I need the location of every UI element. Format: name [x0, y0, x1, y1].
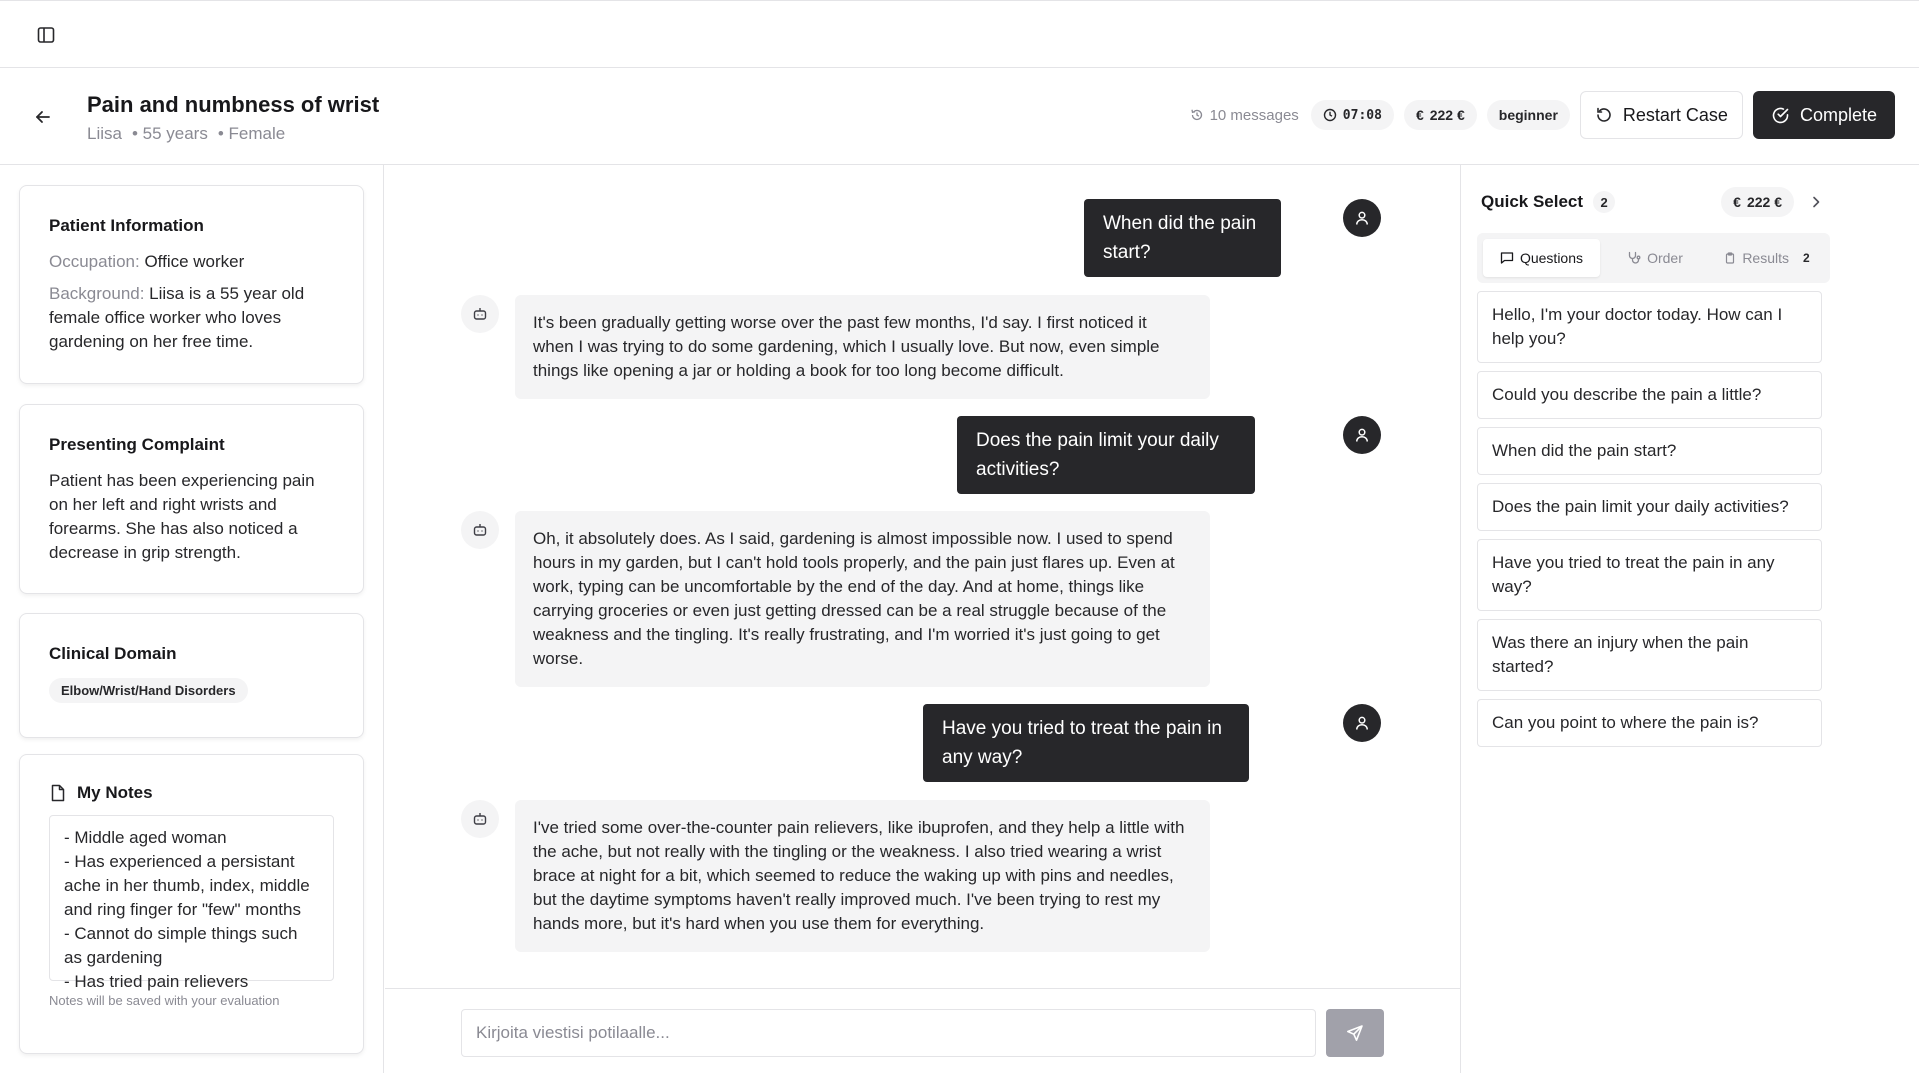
quick-question-item[interactable]: Was there an injury when the pain started?	[1477, 619, 1822, 691]
patient-message-bubble: I've tried some over-the-counter pain relievers, like ibuprofen, and they help a little with the ache, but not really with the tingling or the weakness. I also tried wearing a wrist brace at night for a bit, which seemed to reduce the waking up with pins and needles, but the daytime symptoms haven't really improved much. I've been trying to rest my hands more, but it's hard when you use them for everything.	[515, 800, 1210, 952]
quick-question-item[interactable]: Hello, I'm your doctor today. How can I help you?	[1477, 291, 1822, 363]
quick-question-item[interactable]: Have you tried to treat the pain in any way?	[1477, 539, 1822, 611]
header-actions	[1190, 91, 1895, 139]
my-notes-header	[49, 783, 334, 803]
cost-badge	[1404, 100, 1477, 130]
patient-meta	[87, 124, 285, 144]
quick-question-item[interactable]: Can you point to where the pain is?	[1477, 699, 1822, 747]
background-row	[49, 282, 334, 354]
user-message-bubble: Have you tried to treat the pain in any way?	[923, 704, 1249, 782]
top-bar	[0, 0, 1919, 68]
euro-icon: €	[1415, 107, 1424, 123]
my-notes-heading: My Notes	[77, 783, 153, 802]
tab-questions-label: Questions	[1519, 250, 1584, 266]
user-message	[1084, 199, 1281, 277]
occupation-row	[49, 250, 334, 274]
message-square-icon	[1500, 251, 1514, 265]
back-arrow-icon[interactable]	[30, 104, 56, 130]
patient-name: Liisa	[87, 124, 122, 143]
level-badge: beginner	[1487, 100, 1570, 130]
background-value: Liisa is a 55 year old female office worker who loves gardening on her free time.	[49, 284, 305, 351]
patient-information-heading: Patient Information	[49, 216, 204, 235]
presenting-complaint-text: Patient has been experiencing pain on her left and right wrists and forearms. She has also noticed a decrease in grip strength.	[49, 471, 315, 562]
chat-input-bar	[385, 988, 1460, 1073]
timer-value: 07:08	[1342, 107, 1382, 123]
case-header	[0, 68, 1919, 165]
presenting-complaint-heading: Presenting Complaint	[49, 435, 225, 454]
restart-case-label: Restart Case	[1622, 104, 1728, 125]
clock-icon	[1323, 108, 1337, 122]
quick-select-cost-value: 222 €	[1746, 194, 1782, 210]
message-count	[1190, 107, 1299, 124]
complete-button[interactable]	[1753, 91, 1895, 139]
my-notes-card	[19, 754, 364, 1054]
user-message	[923, 704, 1249, 782]
chat-area	[385, 165, 1460, 988]
quick-question-list	[1477, 291, 1822, 747]
tab-questions[interactable]	[1483, 239, 1600, 277]
send-icon	[1346, 1024, 1364, 1042]
quick-select-tabs	[1477, 233, 1830, 283]
send-button[interactable]	[1326, 1009, 1384, 1057]
case-title: Pain and numbness of wrist	[87, 92, 380, 117]
patient-age: • 55 years	[131, 124, 208, 143]
background-label: Background:	[49, 284, 145, 303]
tab-order-label: Order	[1647, 250, 1683, 266]
restart-icon	[1595, 106, 1613, 124]
user-message	[957, 416, 1255, 494]
sidebar-toggle-icon[interactable]	[34, 23, 58, 47]
quick-select-title: Quick Select	[1481, 192, 1584, 211]
user-message-bubble: When did the pain start?	[1084, 199, 1281, 277]
complete-label: Complete	[1799, 104, 1877, 125]
chevron-right-icon[interactable]	[1806, 192, 1826, 212]
message-count-label: 10 messages	[1209, 106, 1299, 124]
case-details-panel	[0, 165, 384, 1073]
quick-question-item[interactable]: Could you describe the pain a little?	[1477, 371, 1822, 419]
patient-information-card	[19, 185, 364, 384]
clinical-domain-tag: Elbow/Wrist/Hand Disorders	[49, 678, 248, 703]
user-message-bubble: Does the pain limit your daily activities?	[957, 416, 1255, 494]
patient-message-bubble: It's been gradually getting worse over the past few months, I'd say. I first noticed it when I was trying to do some gardening, which I usually love. But now, even simple things like opening a jar or holding a book for too long become difficult.	[515, 295, 1210, 399]
tab-results[interactable]	[1710, 239, 1824, 277]
patient-gender: • Female	[217, 124, 286, 143]
occupation-label: Occupation:	[49, 252, 140, 271]
user-avatar-icon	[1343, 199, 1381, 237]
stethoscope-icon	[1627, 251, 1641, 265]
quick-select-cost-badge	[1721, 187, 1794, 217]
quick-question-item[interactable]: Does the pain limit your daily activities?	[1477, 483, 1822, 531]
tab-order[interactable]	[1600, 239, 1710, 277]
euro-icon: €	[1733, 194, 1741, 210]
restart-case-button[interactable]	[1580, 91, 1743, 139]
user-avatar-icon	[1343, 416, 1381, 454]
cost-value: 222 €	[1429, 107, 1465, 123]
clinical-domain-card	[19, 613, 364, 738]
chat-message-input[interactable]	[461, 1009, 1316, 1057]
patient-avatar-icon	[461, 295, 499, 333]
quick-select-panel	[1460, 165, 1919, 1073]
history-icon	[1190, 108, 1204, 122]
tab-results-badge: 2	[1803, 251, 1810, 265]
clinical-domain-heading: Clinical Domain	[49, 644, 177, 663]
file-icon	[49, 784, 67, 802]
presenting-complaint-card	[19, 404, 364, 594]
check-circle-icon	[1771, 106, 1790, 125]
patient-avatar-icon	[461, 800, 499, 838]
timer-badge	[1311, 100, 1394, 130]
quick-select-header	[1481, 185, 1826, 219]
patient-avatar-icon	[461, 511, 499, 549]
patient-message-bubble: Oh, it absolutely does. As I said, gardening is almost impossible now. I used to spend hours in my garden, but I can't hold tools properly, and the pain just flares up. Even at work, typing can be uncomfortable by the end of the day. And at home, things like carrying groceries or even just getting dressed can be a real struggle because of the weakness and the tingling. It's really frustrating, and I'm worried it's just going to get worse.	[515, 511, 1210, 687]
occupation-value: Office worker	[139, 252, 245, 271]
tab-results-label: Results	[1742, 250, 1789, 266]
notes-textarea[interactable]: - Middle aged woman - Has experienced a persistant ache in her thumb, index, middle and ring finger for "few" months - Cannot do simple things such as gardening - Has tried pain relievers	[49, 815, 334, 981]
quick-select-count-badge: 2	[1593, 191, 1615, 213]
clipboard-icon	[1724, 252, 1736, 264]
quick-question-item[interactable]: When did the pain start?	[1477, 427, 1822, 475]
notes-hint: Notes will be saved with your evaluation	[49, 993, 280, 1008]
user-avatar-icon	[1343, 704, 1381, 742]
